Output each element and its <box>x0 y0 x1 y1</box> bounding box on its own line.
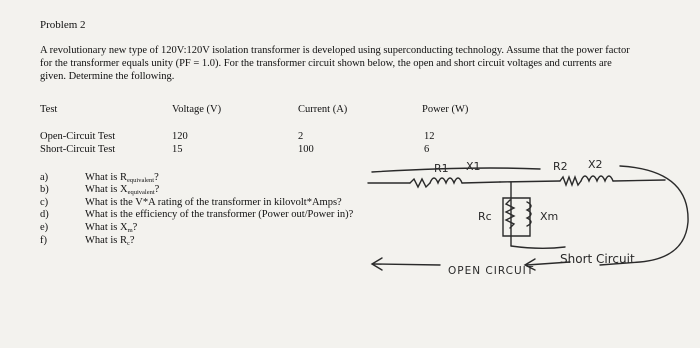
question-text: What is $X_m$? <box>85 222 138 234</box>
cell-test: Short-Circuit Test <box>40 144 116 155</box>
question-label: b) <box>40 184 49 195</box>
header-test: Test <box>40 104 58 115</box>
cell-current: 2 <box>298 131 304 142</box>
question-label: e) <box>40 222 49 233</box>
resistor-r2 <box>560 177 581 185</box>
header-voltage: Voltage (V) <box>172 104 222 115</box>
cell-voltage: 120 <box>172 131 188 142</box>
label-x1: X1 <box>466 160 481 173</box>
question-label: f) <box>40 235 47 246</box>
label-open-circuit: OPEN CIRCUIT <box>448 265 535 277</box>
cell-voltage: 15 <box>172 144 183 155</box>
question-label: c) <box>40 197 49 208</box>
label-x2: X2 <box>588 158 603 171</box>
problem-title: Problem 2 <box>40 19 86 31</box>
question-label: a) <box>40 172 49 183</box>
resistor-r1 <box>410 179 430 187</box>
header-power: Power (W) <box>422 104 469 115</box>
question-text: What is $R_{equivalent}$? <box>85 172 159 184</box>
question-text: What is the efficiency of the transformer (Power out/Power in)? <box>85 209 354 220</box>
label-xm: Xm <box>540 210 559 223</box>
resistor-rc <box>506 200 514 228</box>
label-r1: R1 <box>434 162 449 175</box>
header-current: Current (A) <box>298 104 348 115</box>
inductor-x2 <box>581 176 613 181</box>
label-short-circuit: Short Circuit <box>560 252 635 266</box>
cell-power: 12 <box>424 131 435 142</box>
inductor-x1 <box>430 178 462 183</box>
question-text: What is $R_c$? <box>85 235 135 247</box>
cell-test: Open-Circuit Test <box>40 131 116 142</box>
label-r2: R2 <box>553 160 568 173</box>
label-rc: Rc <box>478 210 492 223</box>
inductor-xm <box>527 202 531 226</box>
question-text: What is the V*A rating of the transformer in kilovolt*Amps? <box>85 197 342 208</box>
cell-power: 6 <box>424 144 430 155</box>
cell-current: 100 <box>298 144 314 155</box>
problem-statement: A revolutionary new type of 120V:120V isolation transformer is developed using superconducting technology. Assume that the power factor for the transformer equals unity (PF = 1.0). For the transformer circuit shown below, the open and short circuit voltages and currents are given. Determine the following. <box>40 45 630 82</box>
question-text: What is $X_{equivalent}$? <box>85 184 160 196</box>
question-label: d) <box>40 209 49 220</box>
